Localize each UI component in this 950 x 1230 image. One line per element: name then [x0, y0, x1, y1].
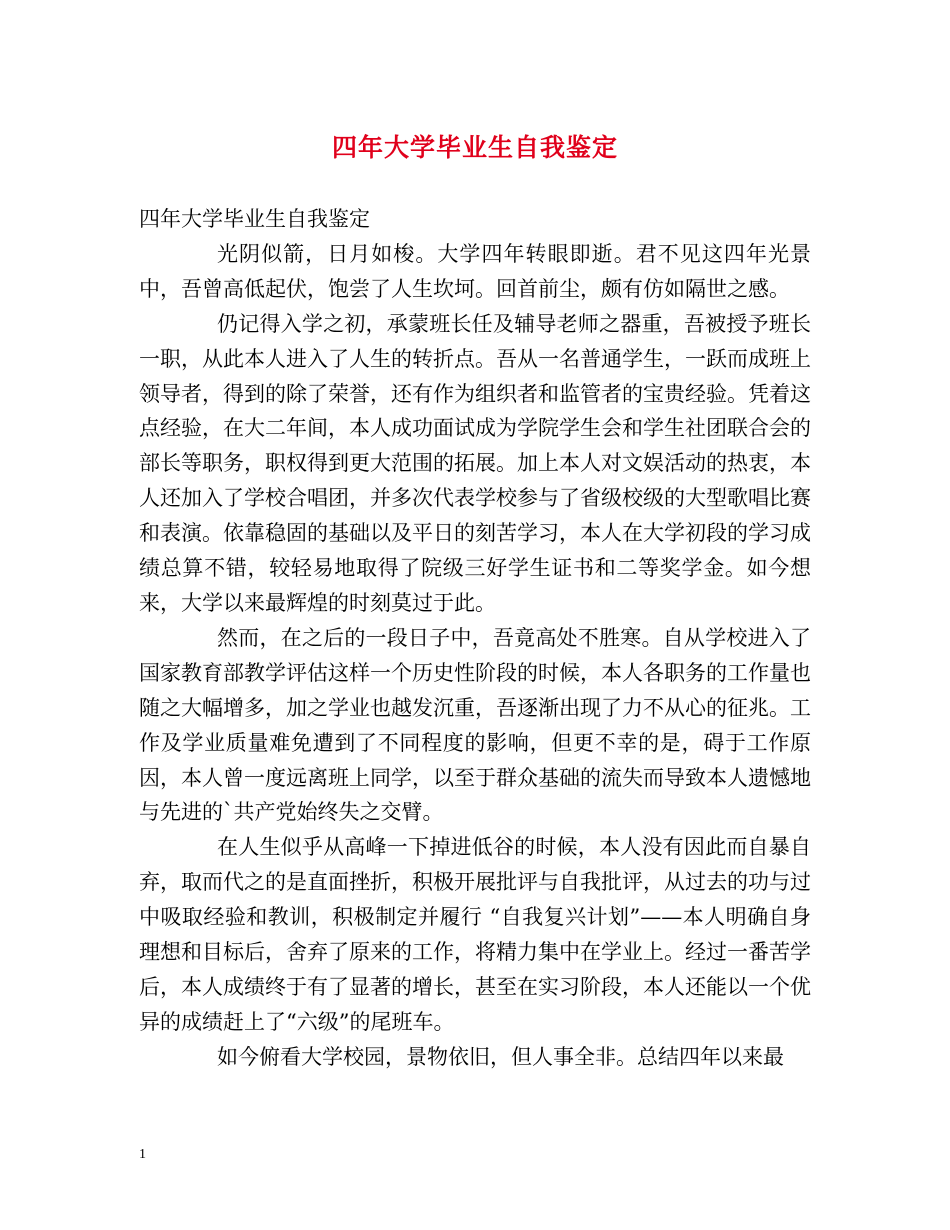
document-body	[139, 202, 811, 1075]
paragraph-3: 然而，在之后的一段日子中，吾竟高处不胜寒。自从学校进入了国家教育部教学评估这样一个历史性阶段的时候，本人各职务的工作量也随之大幅增多，加之学业也越发沉重，吾逐渐出现了力不从心的征兆。工作及学业质量难免遭到了不同程度的影响，但更不幸的是，碍于工作原因，本人曾一度远离班上同学，以至于群众基础的流失而导致本人遗憾地与先进的`共产党始终失之交臂。	[139, 625, 811, 825]
paragraph-5: 如今俯看大学校园，景物依旧，但人事全非。总结四年以来最	[217, 1044, 784, 1069]
document-title: 四年大学毕业生自我鉴定	[331, 133, 618, 162]
paragraph-4: 在人生似乎从高峰一下掉进低谷的时候，本人没有因此而自暴自弃，取而代之的是直面挫折，积极开展批评与自我批评，从过去的功与过中吸取经验和教训，积极制定并履行 “自我复兴计划”——本人明确自身理想和目标后，舍弃了原来的工作，将精力集中在学业上。经过一番苦学后，本人成绩终于有了显著的增长，甚至在实习阶段，本人还能以一个优异的成绩赶上了“六级”的尾班车。	[139, 835, 811, 1034]
paragraph-2: 仍记得入学之初，承蒙班长任及辅导老师之器重，吾被授予班长一职，从此本人进入了人生的转折点。吾从一名普通学生，一跃而成班上领导者，得到的除了荣誉，还有作为组织者和监管者的宝贵经验。凭着这点经验，在大二年间，本人成功面试成为学院学生会和学生社团联合会的部长等职务，职权得到更大范围的拓展。加上本人对文娱活动的热衷，本人还加入了学校合唱团，并多次代表学校参与了省级校级的大型歌唱比赛和表演。依靠稳固的基础以及平日的刻苦学习，本人在大学初段的学习成绩总算不错，较轻易地取得了院级三好学生证书和二等奖学金。如今想来，大学以来最辉煌的时刻莫过于此。	[139, 311, 811, 615]
paragraph-1: 光阴似箭，日月如梭。大学四年转眼即逝。君不见这四年光景中，吾曾高低起伏，饱尝了人生坎坷。回首前尘，颇有仿如隔世之感。	[139, 241, 811, 301]
body-heading: 四年大学毕业生自我鉴定	[139, 207, 370, 231]
page-number: 1	[139, 1147, 146, 1162]
